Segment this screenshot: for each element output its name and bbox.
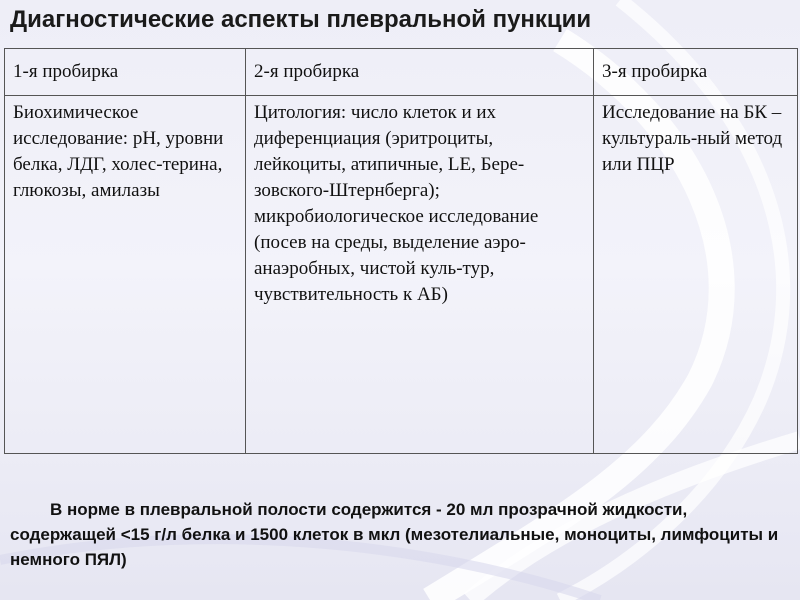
column-header-tube-3: 3-я пробирка [594, 49, 798, 96]
table-row [5, 96, 798, 454]
table-header-row [5, 49, 798, 96]
normal-values-note [10, 497, 790, 572]
note-text: В норме в плевральной полости содержится - 20 мл прозрачной жидкости, содержащей <15 г/л белка и 1500 клеток в мкл (мезотелиальные, моноциты, лимфоциты и немного ПЯЛ) [10, 500, 779, 569]
column-header-tube-2: 2-я пробирка [246, 49, 594, 96]
cell-cytology-microbiology: Цитология: число клеток и их диференциация (эритроциты, лейкоциты, атипичные, LE, Бере-зовского-Штернберга); микробиологическое исследование (посев на среды, выделение аэро-анаэробных, чистой куль-тур, чувствительность к АБ) [246, 96, 594, 454]
cell-biochemistry: Биохимическое исследование: рН, уровни белка, ЛДГ, холес-терина, глюкозы, амилазы [5, 96, 246, 454]
page-title: Диагностические аспекты плевральной пункции [10, 6, 592, 33]
test-tubes-table [4, 48, 798, 454]
cell-tuberculosis-test: Исследование на БК – культураль-ный метод или ПЦР [594, 96, 798, 454]
column-header-tube-1: 1-я пробирка [5, 49, 246, 96]
